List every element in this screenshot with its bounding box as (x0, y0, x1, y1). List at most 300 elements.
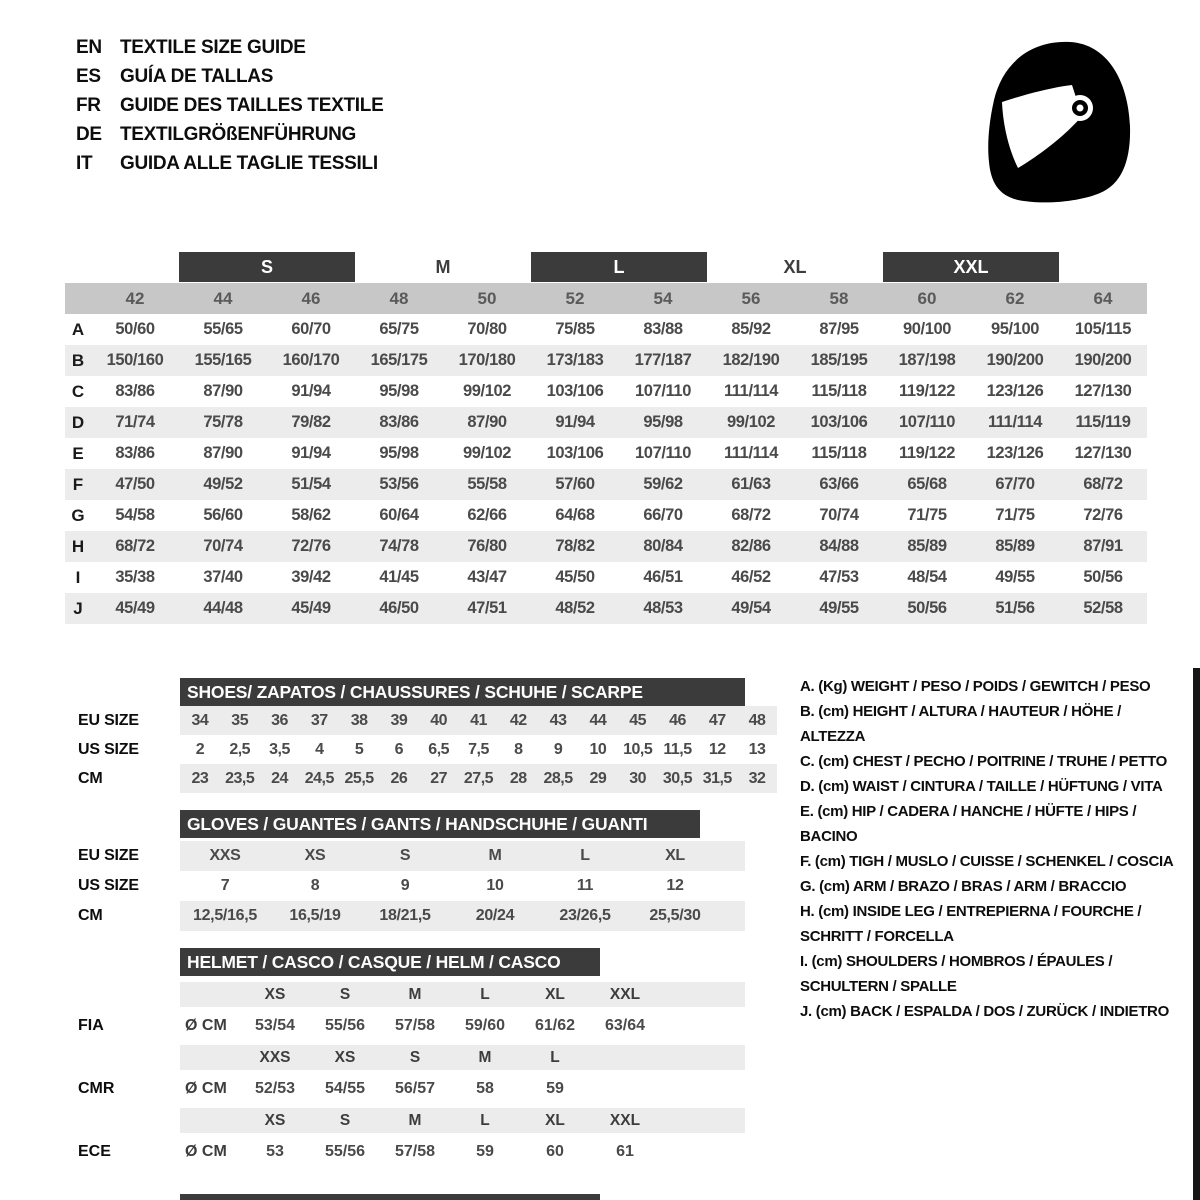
shoe-size-cell: 26 (390, 770, 408, 787)
glove-size-cell: 23/26,5 (559, 907, 611, 924)
numeric-size: 58 (829, 289, 849, 308)
table-row (65, 562, 1147, 593)
helmet-value-cell: 63/64 (604, 1017, 646, 1034)
size-cell: 87/90 (203, 382, 243, 400)
size-cell: 44/48 (203, 599, 243, 617)
size-cell: 43/47 (467, 568, 507, 586)
shoes-size-table (180, 706, 777, 793)
shoe-size-cell: 48 (748, 712, 766, 729)
helmet-size-cell: XXL (609, 986, 641, 1003)
size-cell: 170/180 (458, 351, 516, 369)
table-row (65, 376, 1147, 407)
size-cell: 105/115 (1075, 320, 1131, 338)
shoe-size-cell: 9 (553, 741, 563, 758)
helmet-value-cell (590, 1080, 660, 1098)
size-cell: 187/198 (898, 351, 956, 369)
shoe-size-cell: 28 (509, 770, 527, 787)
helmet-value-cell: 53/54 (254, 1017, 296, 1034)
size-cell: 99/102 (726, 413, 776, 431)
size-cell: 115/118 (811, 382, 867, 400)
helmet-size-cell: XS (264, 1112, 286, 1129)
size-cell: 127/130 (1074, 444, 1132, 462)
size-cell: 49/52 (203, 475, 243, 493)
size-cell: 72/76 (1083, 506, 1123, 524)
size-cell: 48/54 (907, 568, 947, 586)
size-cell: 99/102 (462, 382, 512, 400)
legend-item: G. (cm) ARM / BRAZO / BRAS / ARM / BRACCIO (800, 878, 1127, 895)
shoe-size-cell: 25,5 (344, 770, 374, 787)
size-cell: 119/122 (899, 382, 955, 400)
glove-size-cell: M (488, 847, 502, 864)
size-cell: 150/160 (106, 351, 164, 369)
size-cell: 87/91 (1083, 537, 1123, 555)
language-row (76, 149, 383, 178)
size-cell: 68/72 (731, 506, 771, 524)
size-cell: 83/86 (379, 413, 419, 431)
size-cell: 185/195 (810, 351, 868, 369)
row-cells (91, 407, 1147, 438)
size-cell: 177/187 (634, 351, 692, 369)
row-cells (91, 593, 1147, 624)
glove-size-cell: 20/24 (475, 907, 515, 924)
glove-size-cell: XXS (209, 847, 241, 864)
row-cells (91, 376, 1147, 407)
glove-size-cell: L (580, 847, 590, 864)
diameter-unit-label: Ø CM (185, 1143, 227, 1160)
numeric-size: 60 (917, 289, 937, 308)
row-label: F (72, 475, 84, 494)
legend-item: B. (cm) HEIGHT / ALTURA / HAUTEUR / HÖHE / ALTEZZA (800, 703, 1122, 745)
table-row (65, 531, 1147, 562)
helmet-value-cell: 59/60 (464, 1017, 506, 1034)
shoe-size-cell: 47 (708, 712, 726, 729)
shoe-size-cell: 10 (589, 741, 607, 758)
glove-size-cell: 9 (400, 877, 410, 894)
shoe-size-cell: 2,5 (229, 741, 251, 758)
size-cell: 52/58 (1083, 599, 1123, 617)
size-cell: 70/80 (467, 320, 507, 338)
size-cell: 61/63 (731, 475, 771, 493)
standard-label: ECE (78, 1143, 111, 1160)
size-cell: 59/62 (643, 475, 683, 493)
size-cell: 111/114 (987, 413, 1043, 431)
guide-title: GUÍA DE TALLAS (120, 65, 274, 87)
numeric-size: 46 (301, 289, 321, 308)
size-cell: 182/190 (722, 351, 780, 369)
size-cell: 107/110 (635, 444, 691, 462)
helmet-value-cell: 60 (546, 1143, 564, 1160)
helmet-value-row (78, 1133, 745, 1171)
size-cell: 55/58 (467, 475, 507, 493)
numeric-size: 50 (477, 289, 497, 308)
size-cell: 41/45 (379, 568, 419, 586)
legend-item: J. (cm) BACK / ESPALDA / DOS / ZURÜCK / INDIETRO (800, 1003, 1169, 1020)
row-label: A (71, 320, 85, 339)
size-cell: 95/98 (379, 382, 419, 400)
helmet-size-cell: XS (334, 1049, 356, 1066)
size-cell: 49/55 (995, 568, 1035, 586)
standard-label: CMR (78, 1080, 115, 1097)
row-cells (91, 562, 1147, 593)
size-group-m: M (435, 257, 451, 277)
shoe-size-cell: 34 (191, 712, 209, 729)
size-cell: 115/119 (1075, 413, 1131, 431)
shoe-size-cell: 39 (390, 712, 408, 729)
gloves-eu-size-label: EU SIZE (78, 847, 139, 864)
shoes-us-row (180, 735, 777, 764)
size-cell: 70/74 (819, 506, 859, 524)
helmet-value-cell: 59 (476, 1143, 494, 1160)
diameter-unit-label: Ø CM (185, 1080, 227, 1097)
glove-size-cell: S (399, 847, 411, 864)
row-label: D (71, 413, 85, 432)
helmet-size-cell: XS (264, 986, 286, 1003)
size-cell: 119/122 (899, 444, 955, 462)
size-group-xl: XL (783, 257, 807, 277)
numeric-size: 42 (125, 289, 145, 308)
size-cell: 103/106 (546, 382, 604, 400)
shoes-us-size-label: US SIZE (78, 741, 139, 758)
helmet-size-cell: XL (545, 986, 565, 1003)
helmet-value-cells (240, 1143, 660, 1161)
size-group-s: S (179, 252, 355, 282)
glove-size-cell: 10 (486, 877, 504, 894)
row-cells (91, 469, 1147, 500)
shoe-size-cell: 23 (191, 770, 209, 787)
glove-size-cell: 16,5/19 (289, 907, 341, 924)
helmet-value-cells (240, 1017, 660, 1035)
size-cell: 127/130 (1074, 382, 1132, 400)
shoe-size-cell: 30,5 (662, 770, 693, 787)
shoe-size-cell: 24,5 (304, 770, 334, 787)
size-cell: 160/170 (282, 351, 340, 369)
size-cell: 47/51 (467, 599, 507, 617)
size-cell: 85/89 (907, 537, 947, 555)
glove-size-cell: XL (665, 847, 685, 864)
size-cell: 66/70 (643, 506, 683, 524)
shoe-size-cell: 36 (271, 712, 288, 729)
row-cells (91, 345, 1147, 376)
legend-item: F. (cm) TIGH / MUSLO / CUISSE / SCHENKEL / COSCIA (800, 853, 1174, 870)
helmet-section-header: HELMET / CASCO / CASQUE / HELM / CASCO (180, 948, 600, 976)
guide-title: GUIDE DES TAILLES TEXTILE (120, 94, 384, 116)
row-cells (91, 438, 1147, 469)
helmet-value-cell: 56/57 (394, 1080, 436, 1097)
helmet-value-cell: 52/53 (254, 1080, 296, 1097)
size-cell: 107/110 (899, 413, 955, 431)
table-row (65, 500, 1147, 531)
helmet-size-table (78, 982, 745, 1171)
size-cell: 190/200 (1074, 351, 1132, 369)
shoe-size-cell: 35 (231, 712, 249, 729)
size-cell: 103/106 (810, 413, 868, 431)
unit-spacer (180, 982, 240, 1007)
glove-size-cell: 12 (666, 877, 684, 894)
shoe-size-cell: 27,5 (463, 770, 494, 787)
size-cell: 115/118 (811, 444, 867, 462)
legend-item: D. (cm) WAIST / CINTURA / TAILLE / HÜFTUNG / VITA (800, 778, 1163, 795)
glove-size-cell: 12,5/16,5 (192, 907, 258, 924)
shoe-size-cell: 2 (195, 741, 205, 758)
size-cell: 80/84 (643, 537, 683, 555)
measurement-rows (65, 314, 1147, 624)
unit-spacer (180, 1108, 240, 1133)
language-row (76, 62, 383, 91)
size-cell: 68/72 (115, 537, 155, 555)
row-label: I (75, 568, 81, 587)
shoe-size-cell: 31,5 (702, 770, 732, 787)
language-code: FR (76, 94, 101, 116)
helmet-value-cells (240, 1080, 660, 1098)
helmet-size-cell: XL (545, 1112, 565, 1129)
size-cell: 50/56 (1083, 568, 1123, 586)
shoe-size-cell: 40 (430, 712, 448, 729)
shoes-cm-label: CM (78, 770, 103, 787)
helmet-size-cell: XXL (609, 1112, 641, 1129)
size-cell: 71/75 (995, 506, 1035, 524)
helmet-size-cell: S (339, 1112, 351, 1129)
textile-size-table (65, 252, 1147, 624)
shoe-size-cell: 24 (271, 770, 288, 787)
table-row (65, 314, 1147, 345)
shoe-size-cell: 8 (514, 741, 523, 758)
size-group-l: L (531, 252, 707, 282)
size-cell: 75/78 (203, 413, 243, 431)
helmet-value-cell: 57/58 (394, 1143, 436, 1160)
shoe-size-cell: 46 (669, 712, 686, 729)
shoes-section-header: SHOES/ ZAPATOS / CHAUSSURES / SCHUHE / SCARPE (180, 678, 745, 706)
helmet-size-cell: L (480, 986, 490, 1003)
shoe-size-cell: 27 (430, 770, 448, 787)
gloves-cm-row (180, 901, 745, 931)
row-cells (91, 314, 1147, 345)
numeric-size: 54 (653, 289, 673, 308)
size-cell: 85/92 (731, 320, 771, 338)
size-cell: 51/56 (995, 599, 1035, 617)
size-cell: 57/60 (555, 475, 595, 493)
row-cells (91, 531, 1147, 562)
size-cell: 60/64 (379, 506, 419, 524)
helmet-size-cell: L (480, 1112, 490, 1129)
shoes-eu-size-label: EU SIZE (78, 712, 139, 729)
row-label: C (71, 382, 85, 401)
size-cell: 71/75 (907, 506, 947, 524)
size-cell: 48/53 (643, 599, 683, 617)
row-label: B (71, 351, 85, 370)
shoe-size-cell: 44 (589, 712, 607, 729)
helmet-size-row (180, 982, 745, 1007)
size-cell: 46/52 (731, 568, 771, 586)
size-cell: 58/62 (291, 506, 331, 524)
size-cell: 123/126 (986, 382, 1044, 400)
size-cell: 87/90 (203, 444, 243, 462)
glove-size-cell: 25,5/30 (649, 907, 701, 924)
helmet-size-cell: M (478, 1049, 492, 1066)
size-cell: 111/114 (723, 382, 779, 400)
helmet-size-row (180, 1045, 745, 1070)
gloves-cm-label: CM (78, 907, 103, 924)
row-label: H (71, 537, 85, 556)
size-group-header (65, 252, 1147, 283)
shoe-size-cell: 13 (748, 741, 766, 758)
size-cell: 90/100 (902, 320, 952, 338)
size-cell: 47/53 (819, 568, 859, 586)
size-cell: 84/88 (819, 537, 859, 555)
helmet-value-cell: 54/55 (324, 1080, 366, 1097)
unit-spacer (180, 1045, 240, 1070)
helmet-size-cell: XXS (259, 1049, 291, 1066)
glove-size-cell: 11 (576, 877, 594, 894)
size-cell: 49/54 (731, 599, 771, 617)
helmet-value-cell: 59 (546, 1080, 564, 1097)
shoe-size-cell: 11,5 (663, 741, 692, 758)
legend-item: H. (cm) INSIDE LEG / ENTREPIERNA / FOURCHE / SCHRITT / FORCELLA (800, 903, 1142, 945)
size-cell: 45/49 (115, 599, 155, 617)
size-cell: 56/60 (203, 506, 243, 524)
helmet-value-cell: 55/56 (324, 1017, 366, 1034)
size-cell: 91/94 (291, 382, 331, 400)
shoe-size-cell: 23,5 (225, 770, 255, 787)
glove-size-cell: XS (304, 847, 326, 864)
glove-size-cell: 8 (310, 877, 320, 894)
shoe-size-cell: 10,5 (623, 741, 653, 758)
size-cell: 70/74 (203, 537, 243, 555)
size-cell: 45/50 (555, 568, 595, 586)
helmet-size-cells (240, 982, 660, 1007)
language-code: IT (76, 152, 93, 174)
size-cell: 67/70 (995, 475, 1035, 493)
helmet-value-cell: 55/56 (324, 1143, 366, 1160)
helmet-standard-block (78, 1045, 745, 1108)
language-title-list (76, 33, 383, 178)
row-label: E (72, 444, 84, 463)
size-cell: 78/82 (555, 537, 595, 555)
size-cell: 48/52 (555, 599, 595, 617)
legend-item: I. (cm) SHOULDERS / HOMBROS / ÉPAULES / SCHULTERN / SPALLE (800, 953, 1113, 995)
size-cell: 68/72 (1083, 475, 1123, 493)
gloves-us-row (180, 871, 745, 901)
size-cell: 46/50 (379, 599, 419, 617)
shoe-size-cell: 5 (354, 741, 364, 758)
size-cell: 85/89 (995, 537, 1035, 555)
size-cell: 65/68 (907, 475, 947, 493)
size-cell: 103/106 (546, 444, 604, 462)
cut-off-section-bar (180, 1194, 600, 1200)
shoe-size-cell: 38 (350, 712, 368, 729)
table-row (65, 593, 1147, 624)
language-row (76, 33, 383, 62)
size-cell: 62/66 (467, 506, 507, 524)
helmet-value-cell: 58 (476, 1080, 494, 1097)
numeric-size: 62 (1005, 289, 1025, 308)
size-cell: 64/68 (555, 506, 595, 524)
size-cell: 50/60 (115, 320, 155, 338)
size-cell: 82/86 (731, 537, 771, 555)
row-cells (91, 500, 1147, 531)
size-cell: 37/40 (203, 568, 243, 586)
shoe-size-cell: 28,5 (543, 770, 573, 787)
size-cell: 53/56 (379, 475, 419, 493)
helmet-size-cells (240, 1045, 660, 1070)
size-cell: 95/100 (990, 320, 1040, 338)
size-cell: 71/74 (115, 413, 155, 431)
size-cell: 111/114 (723, 444, 779, 462)
size-cell: 47/50 (115, 475, 155, 493)
helmet-size-cell: S (409, 1049, 421, 1066)
size-cell: 46/51 (643, 568, 683, 586)
size-cell: 76/80 (467, 537, 507, 555)
helmet-value-cell: 57/58 (394, 1017, 436, 1034)
size-cell: 63/66 (819, 475, 859, 493)
size-cell: 55/65 (203, 320, 243, 338)
guide-title: TEXTILGRÖßENFÜHRUNG (120, 123, 357, 145)
size-cell: 165/175 (370, 351, 428, 369)
size-cell: 83/86 (115, 444, 155, 462)
size-cell: 72/76 (291, 537, 331, 555)
size-cell: 190/200 (986, 351, 1044, 369)
guide-title: GUIDA ALLE TAGLIE TESSILI (120, 152, 378, 174)
size-cell: 35/38 (115, 568, 155, 586)
language-code: EN (76, 36, 102, 58)
glove-size-cell: 18/21,5 (379, 907, 431, 924)
shoe-size-cell: 41 (470, 712, 487, 729)
helmet-value-cell: 53 (266, 1143, 284, 1160)
shoe-size-cell: 42 (509, 712, 527, 729)
gloves-section-header: GLOVES / GUANTES / GANTS / HANDSCHUHE / GUANTI (180, 810, 700, 838)
language-code: ES (76, 65, 101, 87)
table-row (65, 438, 1147, 469)
guide-title: TEXTILE SIZE GUIDE (120, 36, 306, 58)
size-cell: 83/88 (643, 320, 683, 338)
size-cell: 95/98 (643, 413, 683, 431)
numeric-size: 48 (389, 289, 409, 308)
size-cell: 155/165 (194, 351, 252, 369)
size-cell: 87/90 (467, 413, 507, 431)
size-cell: 107/110 (635, 382, 691, 400)
standard-label: FIA (78, 1017, 104, 1034)
size-cell: 50/56 (907, 599, 947, 617)
racing-helmet-icon (980, 40, 1132, 205)
gloves-size-table (180, 841, 745, 931)
shoe-size-cell: 37 (310, 712, 328, 729)
size-cell: 49/55 (819, 599, 859, 617)
helmet-size-cells (240, 1108, 660, 1133)
shoe-size-cell: 3,5 (269, 741, 290, 758)
helmet-size-cell: L (550, 1049, 560, 1066)
size-cell: 75/85 (555, 320, 595, 338)
helmet-value-row (78, 1070, 745, 1108)
size-cell: 54/58 (115, 506, 155, 524)
glove-size-cell: 7 (220, 877, 230, 894)
helmet-value-row (78, 1007, 745, 1045)
helmet-size-cell: M (408, 1112, 422, 1129)
shoes-eu-row (180, 706, 777, 735)
size-cell: 45/49 (291, 599, 331, 617)
legend-item: A. (Kg) WEIGHT / PESO / POIDS / GEWITCH / PESO (800, 678, 1151, 695)
shoe-size-cell: 29 (589, 770, 607, 787)
shoe-size-cell: 45 (629, 712, 647, 729)
language-code: DE (76, 123, 102, 145)
numeric-size: 52 (565, 289, 585, 308)
legend-item: E. (cm) HIP / CADERA / HANCHE / HÜFTE / HIPS / BACINO (800, 803, 1137, 845)
size-cell: 74/78 (379, 537, 419, 555)
shoe-size-cell: 6 (394, 741, 404, 758)
numeric-size: 56 (741, 289, 761, 308)
helmet-value-cell: 61 (616, 1143, 634, 1160)
row-label: J (73, 599, 83, 618)
helmet-size-cell: S (339, 986, 351, 1003)
size-cell: 60/70 (291, 320, 331, 338)
